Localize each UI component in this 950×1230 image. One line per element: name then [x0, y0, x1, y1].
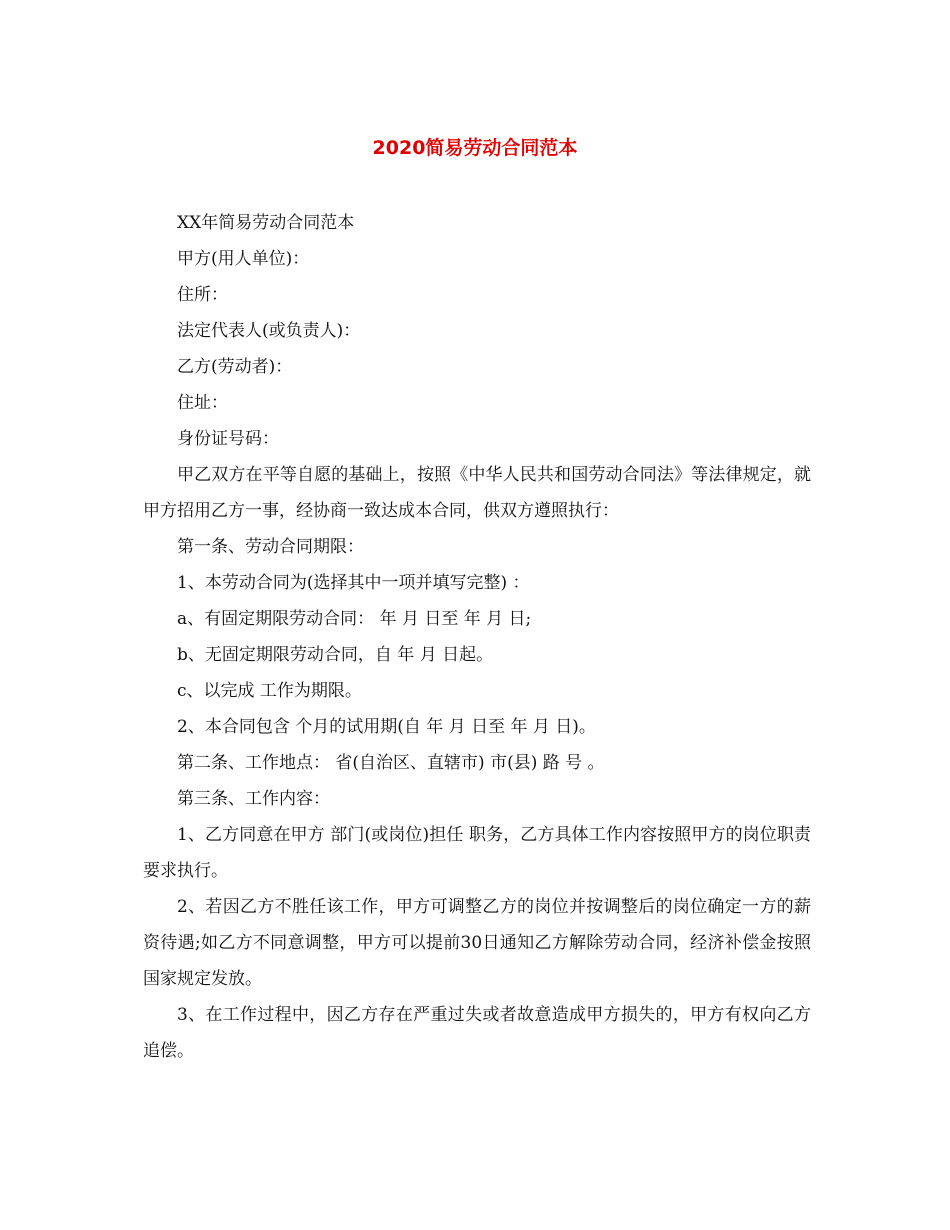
paragraph-job-adjustment: 2、若因乙方不胜任该工作，甲方可调整乙方的岗位并按调整后的岗位确定一方的薪资待遇;如乙方不同意调整，甲方可以提前30日通知乙方解除劳动合同，经济补偿金按照国家规定发放。: [143, 897, 811, 989]
paragraph-job-assignment: 1、乙方同意在甲方 部门(或岗位)担任 职务，乙方具体工作内容按照甲方的岗位职责要求执行。: [143, 825, 811, 881]
paragraph-party-a: 甲方(用人单位)：: [177, 249, 310, 269]
document-title: 2020简易劳动合同范本: [372, 137, 578, 159]
paragraph-preamble: 甲乙双方在平等自愿的基础上，按照《中华人民共和国劳动合同法》等法律规定，就甲方招用乙方一事，经协商一致达成本合同，供双方遵照执行：: [143, 465, 811, 521]
paragraph-article-3: 第三条、工作内容：: [177, 789, 330, 809]
paragraph-article-1: 第一条、劳动合同期限：: [177, 537, 364, 557]
paragraph-fixed-term: a、有固定期限劳动合同： 年 月 日至 年 月 日;: [177, 609, 532, 629]
paragraph-address: 住址：: [177, 393, 228, 413]
paragraph-legal-representative: 法定代表人(或负责人)：: [177, 321, 361, 341]
paragraph-probation: 2、本合同包含 个月的试用期(自 年 月 日至 年 月 日)。: [177, 717, 596, 737]
paragraph-open-term: b、无固定期限劳动合同，自 年 月 日起。: [177, 645, 494, 665]
paragraph-article-2: 第二条、工作地点： 省(自治区、直辖市) 市(县) 路 号 。: [177, 753, 605, 773]
paragraph-party-b: 乙方(劳动者)：: [177, 357, 293, 377]
paragraph-residence: 住所：: [177, 285, 228, 305]
paragraph-task-term: c、以完成 工作为期限。: [177, 681, 362, 701]
paragraph-term-type: 1、本劳动合同为(选择其中一项并填写完整) ：: [177, 573, 530, 593]
paragraph-id-number: 身份证号码：: [177, 429, 279, 449]
document-body: [143, 205, 811, 1069]
paragraph-heading: XX年简易劳动合同范本: [177, 213, 355, 233]
paragraph-liability: 3、在工作过程中，因乙方存在严重过失或者故意造成甲方损失的，甲方有权向乙方追偿。: [143, 1005, 811, 1061]
